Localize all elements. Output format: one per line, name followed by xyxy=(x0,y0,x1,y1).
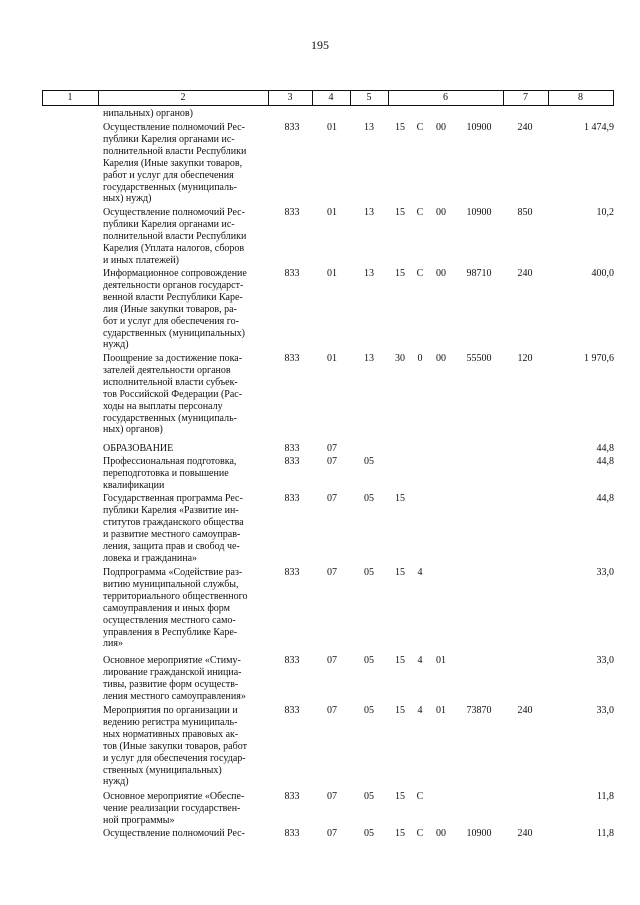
row-col-6b: 4 xyxy=(417,655,423,666)
row-col-4: 07 xyxy=(327,705,337,716)
row-col-8: 1 474,9 xyxy=(584,122,614,133)
row-col-4: 01 xyxy=(327,207,337,218)
header-col-7: 7 xyxy=(523,92,528,103)
row-col-4: 07 xyxy=(327,828,337,839)
row-col-6d: 73870 xyxy=(466,705,492,716)
row-col-7: 240 xyxy=(517,705,533,716)
row-col-7: 240 xyxy=(517,828,533,839)
header-col-1: 1 xyxy=(67,92,73,103)
row-col-6c: 00 xyxy=(436,122,446,133)
header-col-5: 5 xyxy=(366,92,372,103)
header-col-4: 4 xyxy=(328,92,334,103)
row-name: Поощрение за достижение пока- зателей деятельности органов исполнительной власти субъек- тов Российской Федерации (Рас- ходы на выплаты персоналу государственных (муниципаль- ных) органов) xyxy=(103,353,243,436)
header-col-3: 3 xyxy=(287,92,293,103)
row-col-3: 833 xyxy=(284,122,300,133)
row-col-5: 05 xyxy=(364,567,374,578)
row-col-6b: С xyxy=(416,122,424,133)
row-col-6b: 0 xyxy=(417,353,423,364)
row-col-7: 240 xyxy=(517,268,533,279)
row-col-3: 833 xyxy=(284,705,300,716)
row-col-3: 833 xyxy=(284,828,300,839)
row-col-6c: 01 xyxy=(436,705,446,716)
row-col-8: 10,2 xyxy=(596,207,614,218)
row-name: ОБРАЗОВАНИЕ xyxy=(103,443,174,454)
row-col-5: 13 xyxy=(364,268,374,279)
row-col-6b: С xyxy=(416,207,424,218)
row-col-5: 05 xyxy=(364,456,374,467)
row-col-5: 05 xyxy=(364,493,374,504)
row-name: Осуществление полномочий Рес- публики Карелия органами ис- полнительной власти Республики Карелия (Иные закупки товаров, работ и услуг для обеспечения государственных (муниципаль- ных) нужд) xyxy=(103,122,247,205)
row-col-6d: 10900 xyxy=(466,828,492,839)
row-col-4: 07 xyxy=(327,567,337,578)
page-number: 195 xyxy=(311,38,329,52)
row-col-3: 833 xyxy=(284,443,300,454)
row-col-3: 833 xyxy=(284,655,300,666)
row-name: Профессиональная подготовка, переподготовка и повышение квалификации xyxy=(103,456,237,491)
row-col-8: 11,8 xyxy=(596,828,614,839)
row-col-6c: 00 xyxy=(436,828,446,839)
row-col-8: 33,0 xyxy=(596,705,614,716)
row-col-8: 44,8 xyxy=(596,456,614,467)
row-col-7: 850 xyxy=(517,207,533,218)
row-name: нипальных) органов) xyxy=(103,108,193,119)
row-col-6b: 4 xyxy=(417,567,423,578)
row-col-4: 07 xyxy=(327,456,337,467)
row-col-6b: С xyxy=(416,791,424,802)
row-col-4: 07 xyxy=(327,655,337,666)
table-header xyxy=(0,91,640,105)
row-col-6a: 15 xyxy=(395,655,405,666)
row-col-3: 833 xyxy=(284,207,300,218)
row-name: Информационное сопровождение деятельности органов государст- венной власти Республики Каре- лия (Иные закупки товаров, ра- бот и услуг для обеспечения го- сударственных (муниципальных) нужд) xyxy=(103,268,247,351)
row-col-5: 05 xyxy=(364,791,374,802)
row-col-5: 13 xyxy=(364,353,374,364)
row-col-5: 13 xyxy=(364,207,374,218)
row-col-6a: 15 xyxy=(395,791,405,802)
row-col-6c: 01 xyxy=(436,655,446,666)
row-col-6d: 10900 xyxy=(466,207,492,218)
row-name: Осуществление полномочий Рес- xyxy=(103,828,245,839)
row-col-6b: С xyxy=(416,268,424,279)
header-col-6: 6 xyxy=(443,92,448,103)
row-col-6b: С xyxy=(416,828,424,839)
row-col-4: 01 xyxy=(327,122,337,133)
row-col-6c: 00 xyxy=(436,353,446,364)
row-col-5: 05 xyxy=(364,705,374,716)
row-col-6a: 15 xyxy=(395,705,405,716)
row-col-4: 01 xyxy=(327,353,337,364)
row-col-6c: 00 xyxy=(436,268,446,279)
row-col-6b: 4 xyxy=(417,705,423,716)
row-col-3: 833 xyxy=(284,268,300,279)
row-name: Основное мероприятие «Стиму- лирование гражданской инициа- тивы, развитие форм осуществ- ления местного самоуправления» xyxy=(103,655,246,702)
row-col-3: 833 xyxy=(284,493,300,504)
row-col-6d: 55500 xyxy=(466,353,492,364)
row-col-6d: 98710 xyxy=(466,268,492,279)
row-col-6a: 15 xyxy=(395,207,405,218)
row-col-8: 44,8 xyxy=(596,443,614,454)
row-name: Осуществление полномочий Рес- публики Карелия органами ис- полнительной власти Республики Карелия (Уплата налогов, сборов и иных платежей) xyxy=(103,207,247,266)
row-col-5: 05 xyxy=(364,655,374,666)
row-col-4: 07 xyxy=(327,791,337,802)
row-col-8: 11,8 xyxy=(596,791,614,802)
row-name: Подпрограмма «Содействие раз- витию муниципальной службы, территориального общественного самоуправления и иных форм осуществления местного само- управления в Республике Каре- лия» xyxy=(103,567,248,650)
header-col-2: 2 xyxy=(180,92,186,103)
row-col-7: 240 xyxy=(517,122,533,133)
row-name: Основное мероприятие «Обеспе- чение реализации государствен- ной программы» xyxy=(103,791,245,826)
row-col-5: 13 xyxy=(364,122,374,133)
row-col-8: 400,0 xyxy=(591,268,614,279)
row-col-6a: 15 xyxy=(395,567,405,578)
row-col-8: 33,0 xyxy=(596,567,614,578)
row-col-3: 833 xyxy=(284,456,300,467)
row-name: Государственная программа Рес- публики Карелия «Развитие ин- ститутов гражданского общества и развитие местного самоуправ- ления, защита прав и свобод че- ловека и гражданина» xyxy=(103,493,244,564)
header-col-8: 8 xyxy=(578,92,583,103)
row-col-3: 833 xyxy=(284,353,300,364)
row-col-4: 01 xyxy=(327,268,337,279)
header-divider xyxy=(613,91,614,105)
row-col-4: 07 xyxy=(327,443,337,454)
row-col-6d: 10900 xyxy=(466,122,492,133)
row-col-3: 833 xyxy=(284,567,300,578)
row-col-5: 05 xyxy=(364,828,374,839)
row-col-3: 833 xyxy=(284,791,300,802)
row-col-6a: 30 xyxy=(395,353,405,364)
row-col-6a: 15 xyxy=(395,122,405,133)
row-col-4: 07 xyxy=(327,493,337,504)
row-col-8: 1 970,6 xyxy=(584,353,614,364)
row-col-8: 33,0 xyxy=(596,655,614,666)
table-header-bottom-border xyxy=(42,105,614,106)
row-name: Мероприятия по организации и ведению регистра муниципаль- ных нормативных правовых ак- тов (Иные закупки товаров, работ и услуг для обеспечения государ- ственных (муниципальных) нужд) xyxy=(103,705,247,788)
row-col-6a: 15 xyxy=(395,268,405,279)
row-col-6a: 15 xyxy=(395,828,405,839)
row-col-6c: 00 xyxy=(436,207,446,218)
row-col-6a: 15 xyxy=(395,493,405,504)
row-col-7: 120 xyxy=(517,353,533,364)
row-col-8: 44,8 xyxy=(596,493,614,504)
